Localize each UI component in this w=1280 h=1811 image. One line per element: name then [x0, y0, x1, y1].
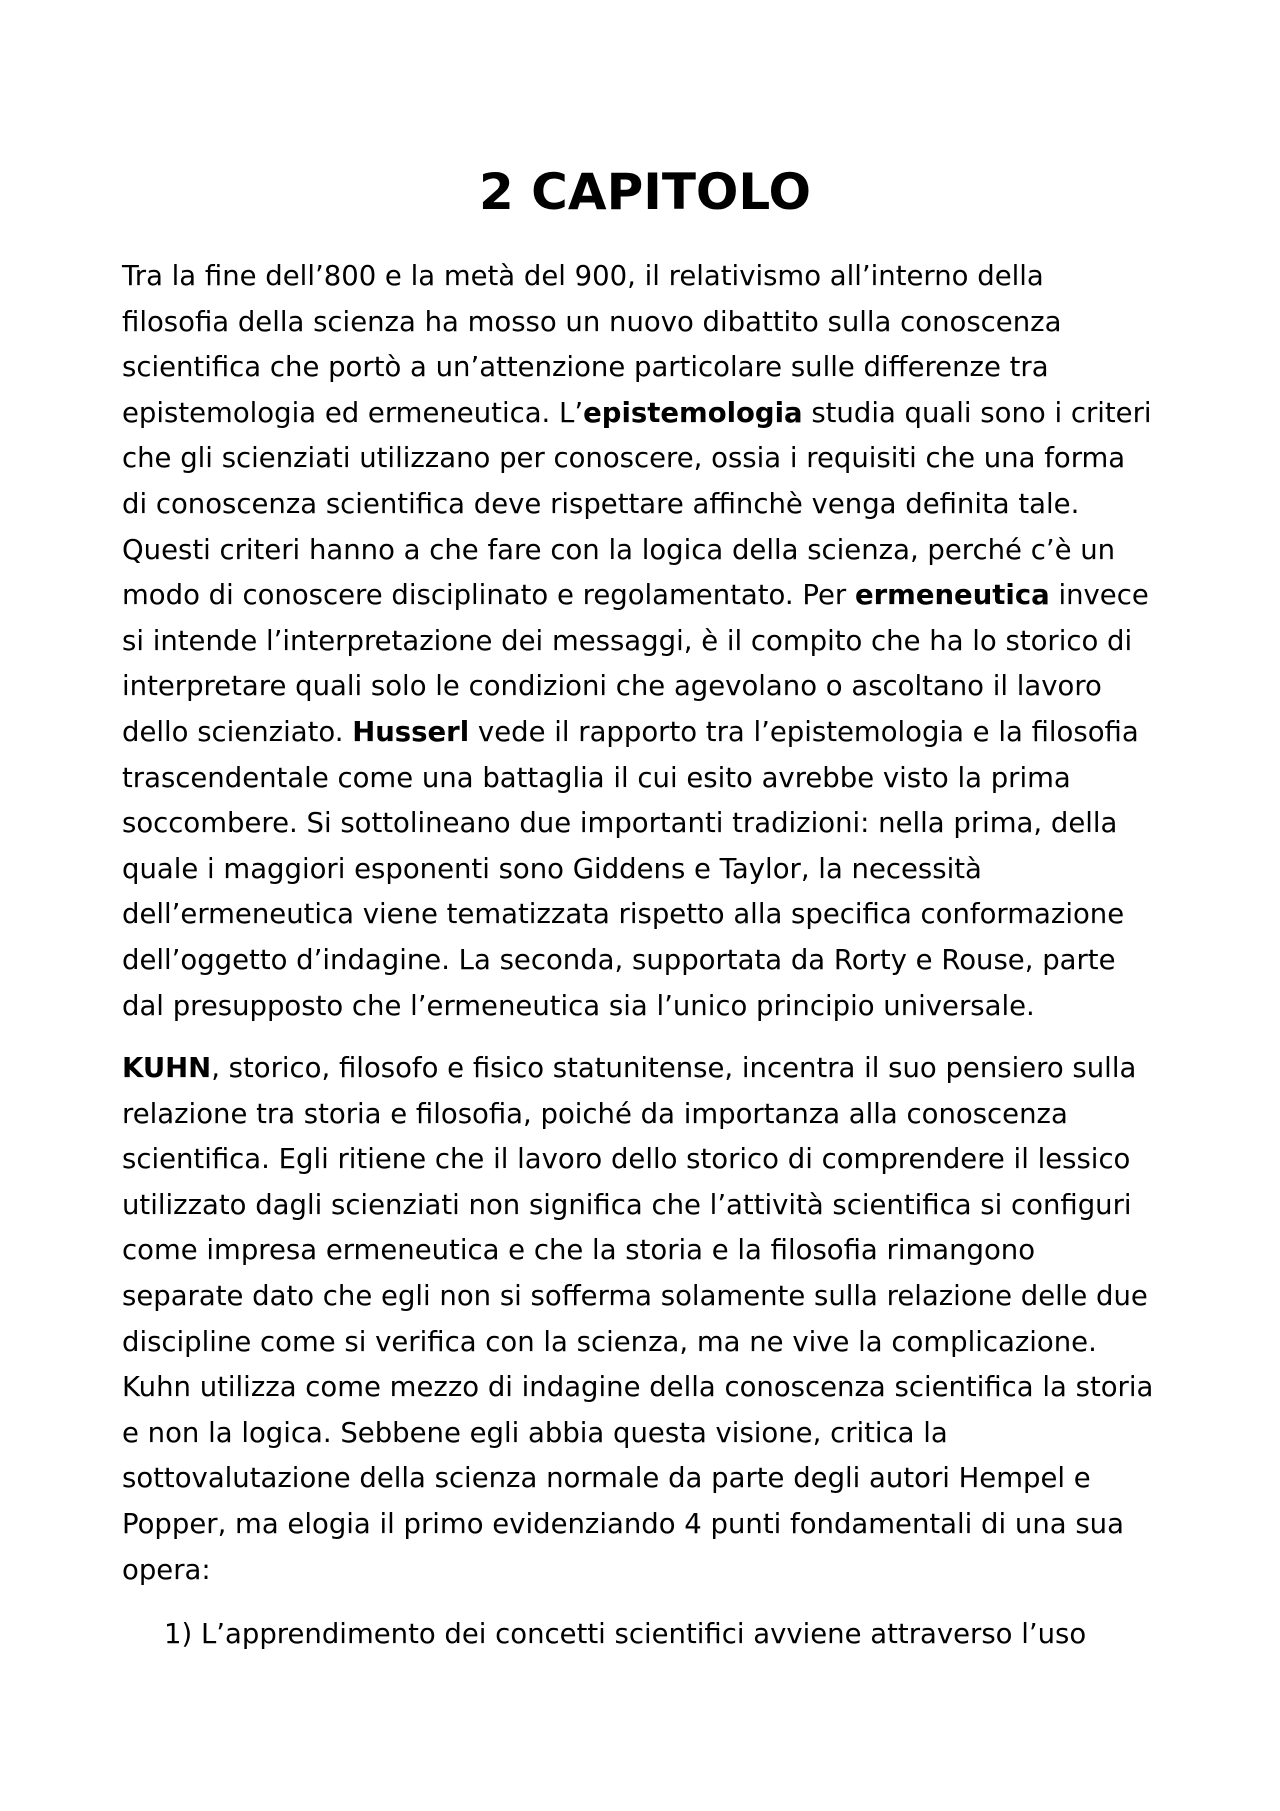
text-line — [122, 300, 1168, 346]
text-line — [122, 710, 1168, 756]
text-line — [122, 254, 1168, 300]
text-line — [122, 1228, 1168, 1274]
text-segment: come impresa ermeneutica e che la storia e la filosofia rimangono — [122, 1234, 1036, 1267]
text-segment: relazione tra storia e filosofia, poiché da importanza alla conoscenza — [122, 1097, 1068, 1130]
text-segment: dal presupposto che l’ermeneutica sia l’unico principio universale. — [122, 989, 1035, 1022]
text-segment: epistemologia ed ermeneutica. L’ — [122, 396, 584, 429]
text-segment: Tra la fine dell’800 e la metà del 900, il relativismo all’interno della — [122, 260, 1044, 292]
text-segment: separate dato che egli non si sofferma solamente sulla relazione delle due — [122, 1279, 1148, 1312]
text-line — [122, 984, 1168, 1030]
text-segment: invece — [1049, 579, 1149, 612]
text-line — [122, 1502, 1168, 1548]
text-line — [122, 619, 1168, 665]
text-line — [122, 345, 1168, 391]
paragraph-relativism — [122, 254, 1168, 1029]
text-segment: utilizzato dagli scienziati non significa che l’attività scientifica si configuri — [122, 1188, 1132, 1221]
text-line — [164, 1612, 1210, 1658]
text-segment: discipline come si verifica con la scienza, ma ne vive la complicazione. — [122, 1325, 1097, 1358]
text-line — [122, 1548, 1168, 1594]
page-title: 2 CAPITOLO — [478, 163, 812, 221]
text-line — [122, 482, 1168, 528]
text-line — [122, 436, 1168, 482]
text-line — [122, 391, 1168, 437]
bold-term: KUHN — [122, 1052, 212, 1084]
bold-term: ermeneutica — [854, 579, 1050, 612]
text-line — [122, 938, 1168, 984]
text-segment: , storico, filosofo e fisico statunitense, incentra il suo pensiero sulla — [211, 1052, 1137, 1084]
bold-term: epistemologia — [583, 396, 803, 429]
text-segment: Kuhn utilizza come mezzo di indagine della conoscenza scientifica la storia — [122, 1371, 1154, 1404]
text-segment: sottovalutazione della scienza normale da parte degli autori Hempel e — [122, 1462, 1091, 1495]
text-segment: soccombere. Si sottolineano due importanti tradizioni: nella prima, della — [122, 807, 1118, 840]
text-segment: si intende l’interpretazione dei messaggi, è il compito che ha lo storico di — [122, 624, 1133, 657]
text-segment: che gli scienziati utilizzano per conoscere, ossia i requisiti che una forma — [122, 442, 1126, 475]
text-segment: trascendentale come una battaglia il cui esito avrebbe visto la prima — [122, 761, 1071, 794]
text-line — [122, 1183, 1168, 1229]
text-line — [122, 1274, 1168, 1320]
text-segment: vede il rapporto tra l’epistemologia e la filosofia — [469, 715, 1139, 748]
text-line — [122, 1365, 1168, 1411]
text-line — [122, 892, 1168, 938]
text-line — [122, 1456, 1168, 1502]
text-segment: interpretare quali solo le condizioni che agevolano o ascoltano il lavoro — [122, 670, 1102, 703]
text-line — [122, 1092, 1168, 1138]
text-segment: dello scienziato. — [122, 715, 353, 748]
text-segment: Popper, ma elogia il primo evidenziando 4 punti fondamentali di una sua — [122, 1507, 1124, 1540]
text-segment: scientifica che portò a un’attenzione particolare sulle differenze tra — [122, 351, 1049, 384]
text-segment: di conoscenza scientifica deve rispettare affinchè venga definita tale. — [122, 487, 1080, 520]
text-line — [122, 1411, 1168, 1457]
text-segment: 1) L’apprendimento dei concetti scientifici avviene attraverso l’uso — [164, 1618, 1087, 1650]
text-line — [122, 664, 1168, 710]
text-segment: filosofia della scienza ha mosso un nuovo dibattito sulla conoscenza — [122, 305, 1062, 338]
text-segment: quale i maggiori esponenti sono Giddens e Taylor, la necessità — [122, 852, 982, 885]
text-segment: dell’ermeneutica viene tematizzata rispetto alla specifica conformazione — [122, 898, 1125, 931]
text-segment: e non la logica. Sebbene egli abbia questa visione, critica la — [122, 1416, 948, 1449]
text-line — [122, 528, 1168, 574]
text-line — [122, 847, 1168, 893]
text-line — [122, 1046, 1168, 1092]
text-line — [122, 573, 1168, 619]
text-segment: modo di conoscere disciplinato e regolamentato. Per — [122, 579, 855, 612]
bold-term: Husserl — [352, 715, 470, 748]
text-segment: scientifica. Egli ritiene che il lavoro dello storico di comprendere il lessico — [122, 1143, 1131, 1176]
text-segment: Questi criteri hanno a che fare con la logica della scienza, perché c’è un — [122, 533, 1116, 566]
text-line — [122, 801, 1168, 847]
text-line — [122, 1320, 1168, 1366]
text-line — [122, 1137, 1168, 1183]
numbered-list — [164, 1612, 1210, 1658]
text-segment: studia quali sono i criteri — [802, 396, 1152, 429]
text-line — [122, 756, 1168, 802]
paragraph-kuhn — [122, 1046, 1168, 1593]
text-segment: opera: — [122, 1553, 211, 1586]
text-segment: dell’oggetto d’indagine. La seconda, supportata da Rorty e Rouse, parte — [122, 943, 1116, 976]
